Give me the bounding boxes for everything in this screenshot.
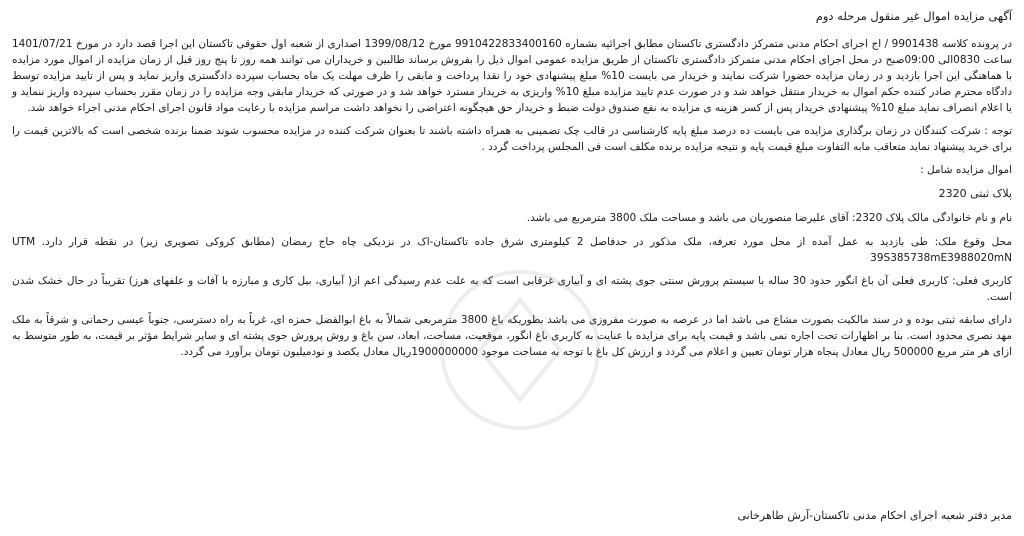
signature: مدیر دفتر شعبه اجرای احکام مدنی تاکستان-آرش طاهرخانی (737, 509, 1012, 522)
description-line: دارای سابقه ثبتی بوده و در سند مالکیت بصورت مشاع می باشد اما در عرصه به صورت مفروزی می باشد بطوریکه باغ 3800 مترمربعی شمالاً به باغ ابوالفضل حمزه ای، غرباً به راه دسترسی، جنوباً عیسی رحمانی و شرقاً به ملک مهد نصری محدود است. بنا بر اظهارات تحت اجاره نمی باشد و قیمت پایه برای مزایده با عنایت به کاربری باغ انگور، موقعیت، مساحت، ابعاد، سن باغ و روش پرورش جوی پشته ای و سایر شرایط مؤثر بر قیمت، به طور متوسط به ازای هر متر مربع 500000 ریال معادل پنجاه هزار تومان تعیین و اعلام می گردد و ارزش کل باغ با توجه به مساحت موجود 1900000000ریال معادل یکصد و نودمیلیون تومان برآورد می گردد. (12, 314, 1012, 358)
auction-terms-paragraph: در پرونده کلاسه 9901438 / اج اجرای احکام مدنی متمرکز دادگستری تاکستان مطابق اجرائیه بشماره 9910422833400160 مورخ 1399/08/12 اصداری از شعبه اول حقوقی تاکستان این اجرا قصد دارد در مورخ 1401/07/21 ساعت 0830الی 09:00صبح در محل اجرای احکام مدنی متمرکز دادگستری تاکستان از طریق مزایده عمومی اموال ذیل را بفروش برساند طالبین و خریداران می توانند همه روز تا پنج روز قبل از زمان مزایده از اموال مورد مزایده با هماهنگی این اجرا بازدید و در زمان مزایده حضورا شرکت نمایند و خریدار می بایست 10% مبلغ پیشنهادی خود را نقدا پرداخت و مابقی را ظرف مهلت یک ماه بحساب سپرده دادگستری واریز نماید و پس از تایید مزایده توسط دادگاه محترم صادر کننده حکم اموال به خریدار منتقل خواهد شد و در صورت عدم تایید مزایده مبلغ 10% واریزی به خریدار مسترد خواهد شد و در صورتی که خریدار مابقی وجه مزایده را در زمان مقرر بحساب سپرده واریز ننماید و یا اعلام انصراف نماید مبلغ 10% پیشنهادی خریدار پس از کسر هزینه ی مزایده به نفع صندوق دولت ضبط و خریدار حق هیچگونه اعتراضی را نخواهد داشت مراسم مزایده با رعایت مواد قانون اجرای احکام مدنی اجراء خواهد شد. (12, 38, 1013, 114)
attention-paragraph: توجه : شرکت کنندگان در زمان برگذاری مزایده می بایست ده درصد مبلغ پایه کارشناسی در قالب چک تضمینی به همراه داشته باشند تا بعنوان شرکت کننده در مزایده محسوب شوند ضمنا برنده شخصی است که بالاترین قیمت را برای خرید پیشنهاد نماید متعاقب مابه التفاوت مبلغ قیمت پایه و نتیجه مزایده برنده مکلف است فی المجلس پرداخت گردد . (12, 125, 1012, 153)
owner-line: نام و نام خانوادگی مالک پلاک 2320: آقای علیرضا منصوریان می باشد و مساحت ملک 3800 مترمربع می باشد. (526, 212, 1012, 224)
notice-title: آگهی مزایده اموال غیر منقول مرحله دوم (815, 9, 1012, 23)
items-heading: اموال مزایده شامل : (920, 164, 1012, 176)
location-line: محل وقوع ملک: طی بازدید به عمل آمده از محل مورد تعرفه، ملک مذکور در حدفاصل 2 کیلومتری شرق جاده تاکستان-اک در نزدیکی چاه حاج رمضان (مطابق کروکی تصویری زیر) در نقطه قرار دارد. UTM 39S385738mE3988020mN (12, 236, 1013, 264)
usage-line: کاربری فعلی: کاربری فعلی آن باغ انگور حدود 30 ساله با سیستم پرورش سنتی جوی پشته ای و آبیاری غرقابی است که به علت عدم رسیدگی اعم از( آبیاری، بیل کاری و مبارزه با آفات و علفهای هرز) تقریباً در حال خشک شدن است. (12, 275, 1013, 303)
plate-number: پلاک ثبتی 2320 (938, 187, 1012, 200)
